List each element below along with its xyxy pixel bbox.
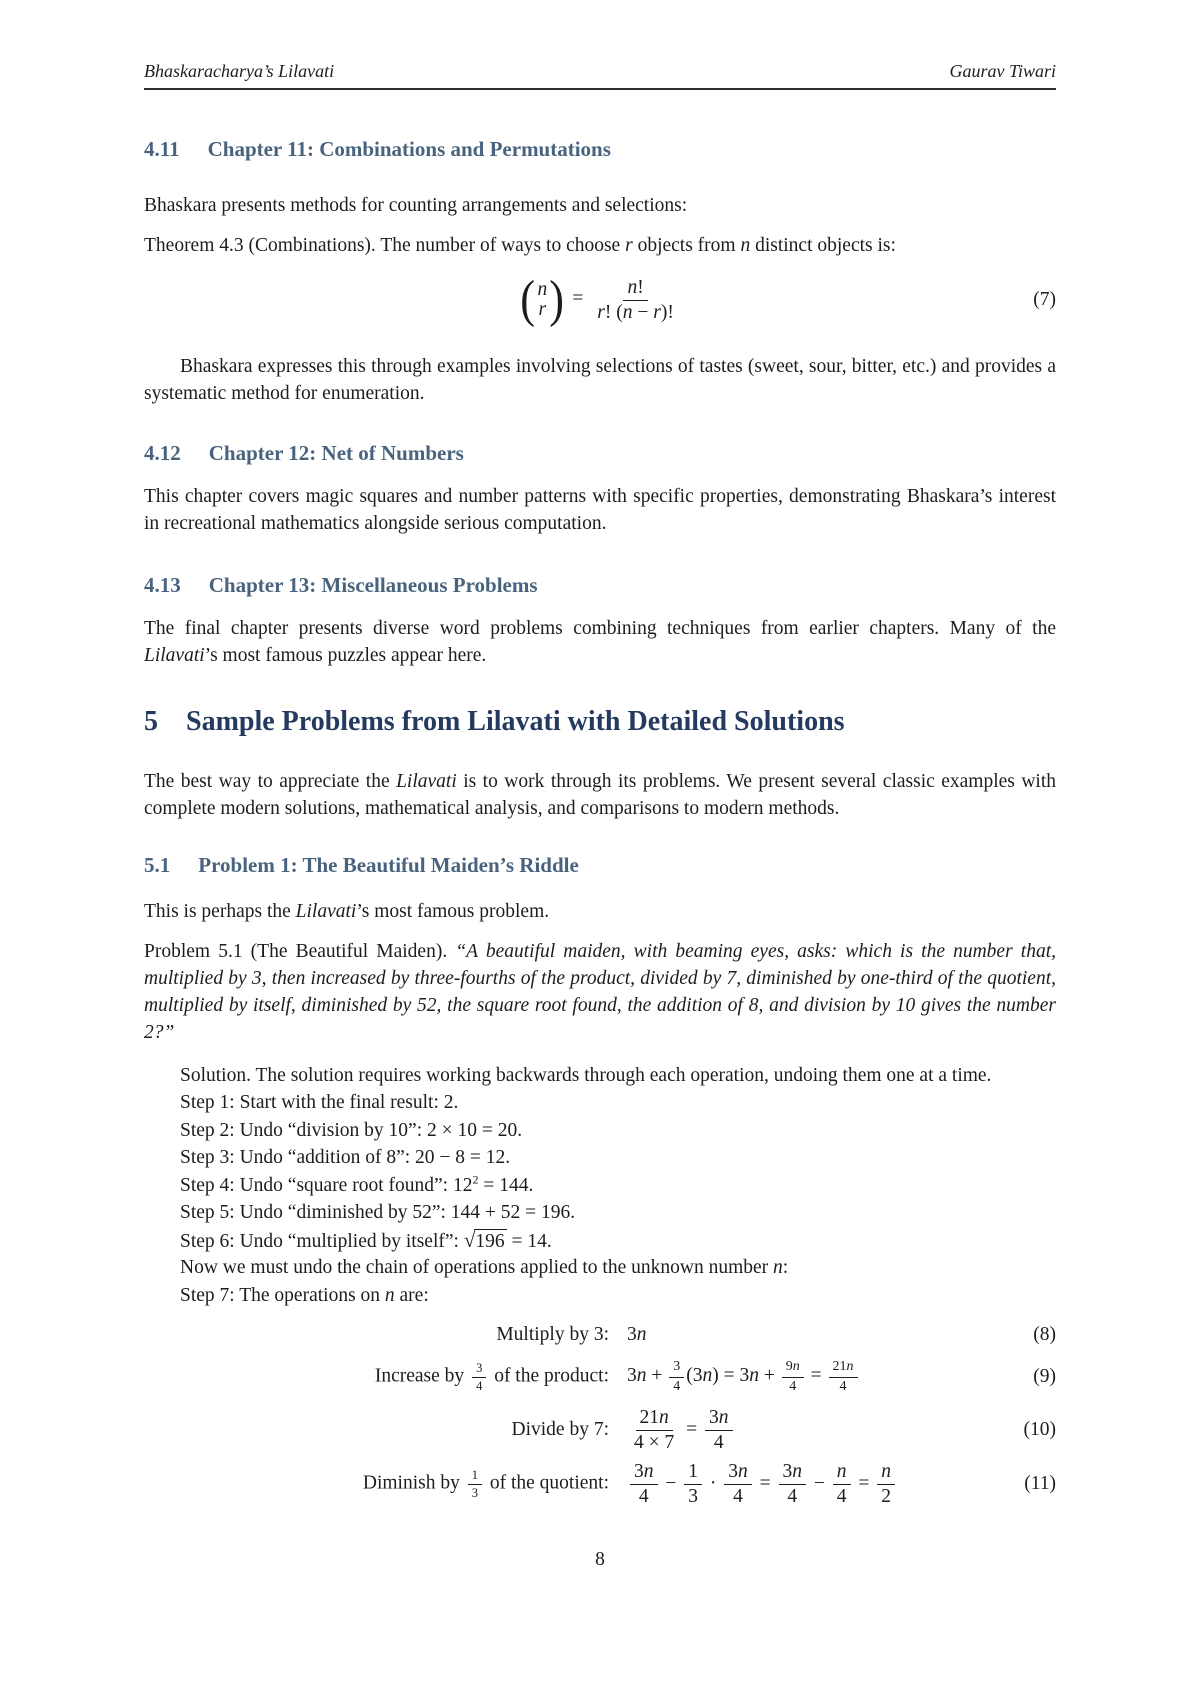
paragraph-net-of-numbers: This chapter covers magic squares and number patterns with specific properties, demonstrating Bhaskara’s interest in recreational mathematics alongside serious computation.	[144, 486, 1056, 534]
equation-9	[144, 1355, 1056, 1399]
step-1: Step 1: Start with the final result: 2.	[180, 1092, 459, 1113]
heading-title: Chapter 13: Miscellaneous Problems	[208, 573, 538, 597]
page-header	[144, 60, 1056, 90]
paragraph-combinations-intro: Bhaskara presents methods for counting arrangements and selections:	[144, 195, 688, 216]
left-paren: (	[520, 271, 536, 328]
fraction: $\frac{21n}{4}$	[829, 1359, 858, 1394]
fraction: $\frac{21n}{4 \times 7}$	[634, 1406, 675, 1453]
heading-number: 5	[144, 706, 158, 737]
step-5: Step 5: Undo “diminished by 52”: 144 + 52 = 196.	[180, 1202, 576, 1223]
equation-label: Multiply by 3:	[496, 1324, 609, 1345]
paragraph-section5-intro: The best way to appreciate the Lilavati is to work through its problems. We present several classic examples with complete modern solutions, mathematical analysis, and comparisons to modern methods.	[144, 771, 1056, 819]
solution-paragraph: Solution. The solution requires working backwards through each operation, undoing them one at a time.	[180, 1065, 992, 1086]
fraction: $\frac{1}{3}$	[468, 1468, 482, 1500]
equation-math: $\frac{3n}{4}$ − $\frac{1}{3}$ · $\frac{3n}{4}$ = $\frac{3n}{4}$ − $\frac{n}{4}$ = $\frac{n}{2}$	[627, 1461, 898, 1508]
fraction: $\frac{3n}{4}$	[705, 1407, 733, 1454]
equation-tag: (11)	[1024, 1473, 1056, 1494]
solution-head: Solution.	[180, 1065, 251, 1086]
heading-title: Problem 1: The Beautiful Maiden’s Riddle	[198, 853, 579, 877]
right-paren: )	[549, 271, 565, 328]
equation-11	[144, 1460, 1056, 1508]
equation-10	[144, 1405, 1056, 1455]
equation-math: 3n + $\frac{3}{4}$ (3n) = 3n + $\frac{9n}{4}$ = $\frac{21n}{4}$	[627, 1359, 860, 1394]
fraction: $\frac{3}{4}$	[472, 1361, 486, 1393]
heading-title: Chapter 11: Combinations and Permutations	[207, 137, 611, 161]
step-7: Step 7: The operations on n are:	[180, 1284, 429, 1306]
heading-title: Sample Problems from Lilavati with Detailed Solutions	[186, 706, 845, 737]
equation-math: $\frac{21n}{4 \times 7}$ = $\frac{3n}{4}$	[627, 1407, 736, 1454]
step-6: Step 6: Undo “multiplied by itself”: √196 = 14.	[180, 1227, 552, 1252]
fraction: $\frac{9n}{4}$	[782, 1359, 804, 1394]
fraction: $\frac{3n}{4}$	[724, 1461, 752, 1508]
fraction: $\frac{1}{3}$	[684, 1461, 702, 1508]
book-title-italic: Lilavati	[144, 645, 205, 666]
problem-head: Problem 5.1 (The Beautiful Maiden).	[144, 941, 448, 962]
step-4: Step 4: Undo “square root found”: $12^2 = 144$.	[180, 1172, 534, 1196]
now-undo-line: Now we must undo the chain of operations applied to the unknown number n:	[180, 1257, 789, 1278]
heading-number: 4.13	[144, 573, 181, 597]
heading-number: 4.12	[144, 441, 181, 465]
paragraph-tastes-example: Bhaskara expresses this through examples involving selections of tastes (sweet, sour, bitter, etc.) and provides a systematic method for enumeration.	[144, 356, 1056, 404]
fraction: $\frac{n!}{r! (n - r)!}$	[597, 276, 674, 323]
equation-math: 3n	[627, 1324, 647, 1345]
fraction: $\frac{3n}{4}$	[779, 1461, 807, 1508]
fraction: $\frac{3}{4}$	[669, 1359, 684, 1394]
var-n: n	[773, 1257, 783, 1278]
heading-4-11	[144, 136, 1056, 162]
heading-number: 5.1	[144, 853, 171, 877]
radicand: 196	[475, 1230, 505, 1252]
equation-8	[144, 1321, 1056, 1349]
var-n: n	[384, 1284, 395, 1306]
book-title-italic: Lilavati	[295, 901, 357, 922]
heading-4-12	[144, 440, 1056, 466]
theorem-4-3: Theorem 4.3 (Combinations). The number of ways to choose r objects from n distinct objects is:	[144, 235, 896, 256]
heading-title: Chapter 12: Net of Numbers	[208, 441, 464, 465]
book-title-italic: Lilavati	[396, 771, 457, 792]
paragraph-miscellaneous: The final chapter presents diverse word problems combining techniques from earlier chapters. Many of the Lilavati’s most famous puzzles appear here.	[144, 618, 1056, 666]
heading-section-5	[144, 705, 1056, 738]
step-3: Step 3: Undo “addition of 8”: 20 − 8 = 12.	[180, 1147, 511, 1168]
paragraph-famous-problem: This is perhaps the Lilavati’s most famous problem.	[144, 901, 550, 922]
fraction: $\frac{3n}{4}$	[630, 1461, 658, 1508]
heading-5-1	[144, 852, 1056, 878]
heading-4-13	[144, 572, 1056, 598]
step-2: Step 2: Undo “division by 10”: 2 × 10 = 20.	[180, 1119, 523, 1141]
header-author: Gaurav Tiwari	[949, 61, 1056, 81]
header-running-title: Bhaskaracharya’s Lilavati	[144, 61, 335, 81]
problem-quote-italic: “A beautiful maiden, with beaming eyes, asks: which is the number that, multiplied by 3, then increased by three-fourths of the product, divided by 7, diminished by one-third of the quotient, multiplied by itself, diminished by 52, the square root found, the addition of 8, and division by 10 gives the number 2?”	[144, 941, 1056, 1043]
equation-label: Diminish by $\frac{1}{3}$ of the quotient:	[362, 1468, 609, 1500]
superscript-2: 2	[472, 1172, 479, 1186]
problem-5-1-statement	[144, 938, 1056, 1046]
sqrt-icon: √	[463, 1227, 476, 1252]
equation-tag: (10)	[1023, 1419, 1056, 1440]
heading-number: 4.11	[144, 137, 180, 161]
var-n: n	[740, 235, 751, 256]
theorem-head: Theorem 4.3 (Combinations).	[144, 235, 376, 256]
fraction: $\frac{n}{4}$	[833, 1461, 851, 1508]
var-r: r	[625, 235, 633, 256]
equation-label: Divide by 7:	[511, 1419, 609, 1440]
equation-tag: (9)	[1033, 1366, 1056, 1387]
equation-label: Increase by $\frac{3}{4}$ of the product:	[374, 1361, 609, 1393]
page-number: 8	[595, 1549, 605, 1570]
equation-tag: (8)	[1033, 1324, 1056, 1345]
binomial-formula: ( n r ) = $\frac{n!}{r! (n - r)!}$	[519, 274, 681, 326]
equation-7-binomial	[144, 267, 1056, 333]
solution-steps	[180, 1089, 1056, 1309]
equation-tag: (7)	[1033, 289, 1056, 310]
fraction: $\frac{n}{2}$	[877, 1461, 895, 1508]
